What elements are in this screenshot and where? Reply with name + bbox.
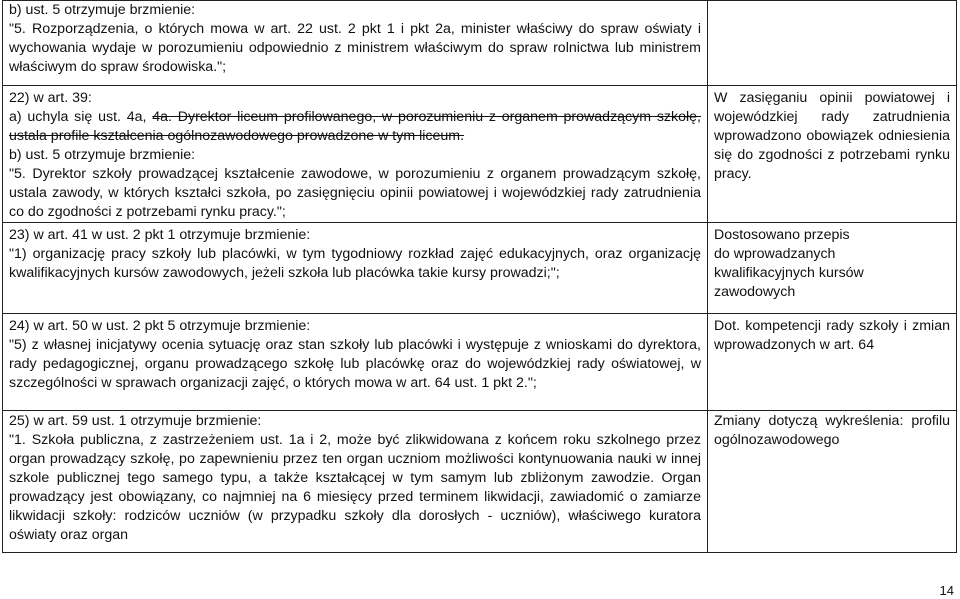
table-row (3, 411, 957, 553)
comment-cell (708, 1, 957, 86)
paragraph (9, 108, 701, 146)
comment-cell: W zasięganiu opinii powiatowej i wojewódzkiej rady zatrudnienia wprowadzono obowiązek odniesienia się do zgodności z potrzebami rynku pracy. (708, 86, 957, 223)
comment-line: Dostosowano przepis (714, 227, 850, 243)
main-cell (3, 223, 708, 314)
comment-cell (708, 223, 957, 314)
amendment-header: 24) w art. 50 w ust. 2 pkt 5 otrzymuje brzmienie: (9, 318, 311, 334)
amendment-header: 25) w art. 59 ust. 1 otrzymuje brzmienie: (9, 413, 262, 429)
paragraph: b) ust. 5 otrzymuje brzmienie: (9, 147, 196, 163)
paragraph: "5) z własnej inicjatywy ocenia sytuację oraz stan szkoły lub placówki i występuje z wnioskami do dyrektora, rady pedagogicznej, organu prowadzącego szkołę lub placówkę oraz do wojewódzkiej rady oświatowej, w szczególności w sprawach organizacji zajęć, o których mowa w art. 64 ust. 1 pkt 2."; (9, 337, 701, 391)
table-row (3, 86, 957, 223)
amendment-header: 22) w art. 39: (9, 90, 92, 106)
table-row (3, 1, 957, 86)
main-cell (3, 86, 708, 223)
page-number: 14 (939, 583, 954, 598)
main-cell (3, 1, 708, 86)
repeal-text: a) uchyla się ust. 4a, (9, 109, 153, 125)
paragraph: "1) organizację pracy szkoły lub placówki, w tym tygodniowy rozkład zajęć edukacyjnych, oraz organizację kwalifikacyjnych kursów zawodowych, jeżeli szkoła lub placówka takie kursy prowadzi;"; (9, 246, 701, 281)
table-row (3, 314, 957, 411)
comment-line: kwalifikacyjnych kursów (714, 265, 864, 281)
amendments-table (2, 0, 957, 553)
amendment-header: 23) w art. 41 w ust. 2 pkt 1 otrzymuje brzmienie: (9, 227, 311, 243)
paragraph: "5. Dyrektor szkoły prowadzącej kształcenie zawodowe, w porozumieniu z organem prowadzącym szkołę, ustala zawody, w których kształci szkoła, po zasięgnięciu opinii powiatowej i wojewódzkiej rady zatrudnienia co do zgodności z potrzebami rynku pracy."; (9, 166, 701, 220)
comment-line: zawodowych (714, 284, 796, 300)
paragraph: "1. Szkoła publiczna, z zastrzeżeniem ust. 1a i 2, może być zlikwidowana z końcem roku szkolnego przez organ prowadzący szkołę, po zapewnieniu przez ten organ uczniom możliwości kontynuowania nauki w innej szkole publicznej tego samego typu, a także kształcącej w tym samym lub zbliżonym zawodzie. Organ prowadzący jest obowiązany, co najmniej na 6 miesięcy przed terminem likwidacji, zawiadomić o zamiarze likwidacji szkoły: rodziców uczniów (w przypadku szkoły dla dorosłych - uczniów), właściwego kuratora oświaty oraz organ (9, 432, 701, 543)
main-cell (3, 314, 708, 411)
comment-line: do wprowadzanych (714, 246, 836, 262)
comment-cell: Zmiany dotyczą wykreślenia: profilu ogólnozawodowego (708, 411, 957, 553)
paragraph: "5. Rozporządzenia, o których mowa w art. 22 ust. 2 pkt 1 i pkt 2a, minister właściwy do spraw oświaty i wychowania wydaje w porozumieniu odpowiednio z ministrem właściwym do spraw rolnictwa lub ministrem właściwym do spraw środowiska."; (9, 21, 701, 75)
comment-cell: Dot. kompetencji rady szkoły i zmian wprowadzonych w art. 64 (708, 314, 957, 411)
main-cell (3, 411, 708, 553)
paragraph: b) ust. 5 otrzymuje brzmienie: (9, 2, 196, 18)
table-row (3, 223, 957, 314)
struck-text: 4a. Dyrektor liceum profilowanego, w porozumieniu z organem prowadzącym szkołę, ustala profile kształcenia ogólnozawodowego prowadzone w tym liceum. (9, 109, 701, 144)
